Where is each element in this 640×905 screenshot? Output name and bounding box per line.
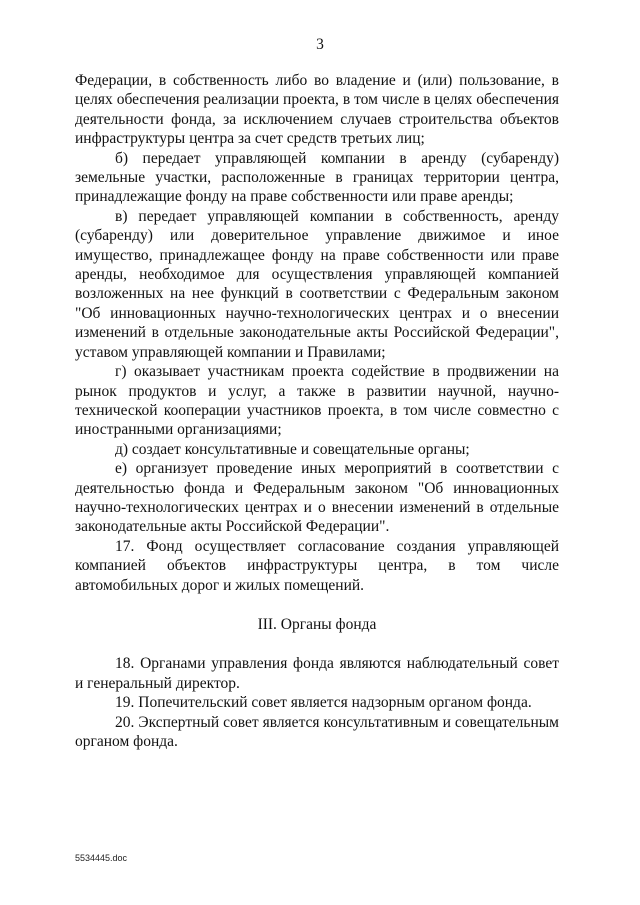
paragraph-continuation: Федерации, в собственность либо во владение и (или) пользование, в целях обеспечения реализации проекта, в том числе в целях обеспечения деятельности фонда, за исключением случаев строительства объектов инфраструктуры центра за счет средств третьих лиц; (75, 72, 559, 148)
spacer (75, 634, 559, 654)
paragraph-17: 17. Фонд осуществляет согласование создания управляющей компанией объектов инфраструктуры центра, в том числе автомобильных дорог и жилых помещений. (75, 537, 559, 594)
paragraph-item-e: е) организует проведение иных мероприятий в соответствии с деятельностью фонда и Федеральным законом "Об инновационных научно-технологических центрах и о внесении изменений в отдельные законодательные акты Российской Федерации". (75, 460, 559, 536)
paragraph-item-b: б) передает управляющей компании в аренду (субаренду) земельные участки, расположенные в границах территории центра, принадлежащие фонду на праве собственности или праве аренды; (75, 149, 559, 206)
section-heading: III. Органы фонда (257, 615, 377, 633)
paragraph-item-d: д) создает консультативные и совещательные органы; (115, 440, 470, 458)
paragraph-18: 18. Органами управления фонда являются наблюдательный совет и генеральный директор. (75, 655, 559, 692)
paragraph-item-v: в) передает управляющей компании в собственность, аренду (субаренду) или доверительное управление движимое и иное имущество, принадлежащее фонду на праве собственности или праве аренды, необходимое для осуществления управляющей компанией возложенных на нее функций в соответствии с Федеральным законом "Об инновационных научно-технологических центрах и о внесении изменений в отдельные законодательные акты Российской Федерации", уставом управляющей компании и Правилами; (75, 207, 559, 361)
paragraph-20: 20. Экспертный совет является консультативным и совещательным органом фонда. (75, 713, 559, 750)
document-file-id: 5534445.doc (75, 853, 128, 863)
paragraph-19: 19. Попечительский совет является надзорным органом фонда. (115, 694, 532, 712)
paragraph-item-g: г) оказывает участникам проекта содействие в продвижении на рынок продуктов и услуг, а также в развитии научной, научно-технической кооперации участников проекта, в том числе совместно с иностранными организациями; (75, 363, 559, 439)
document-body (75, 71, 559, 751)
spacer (75, 595, 559, 615)
page-number: 3 (316, 36, 324, 53)
